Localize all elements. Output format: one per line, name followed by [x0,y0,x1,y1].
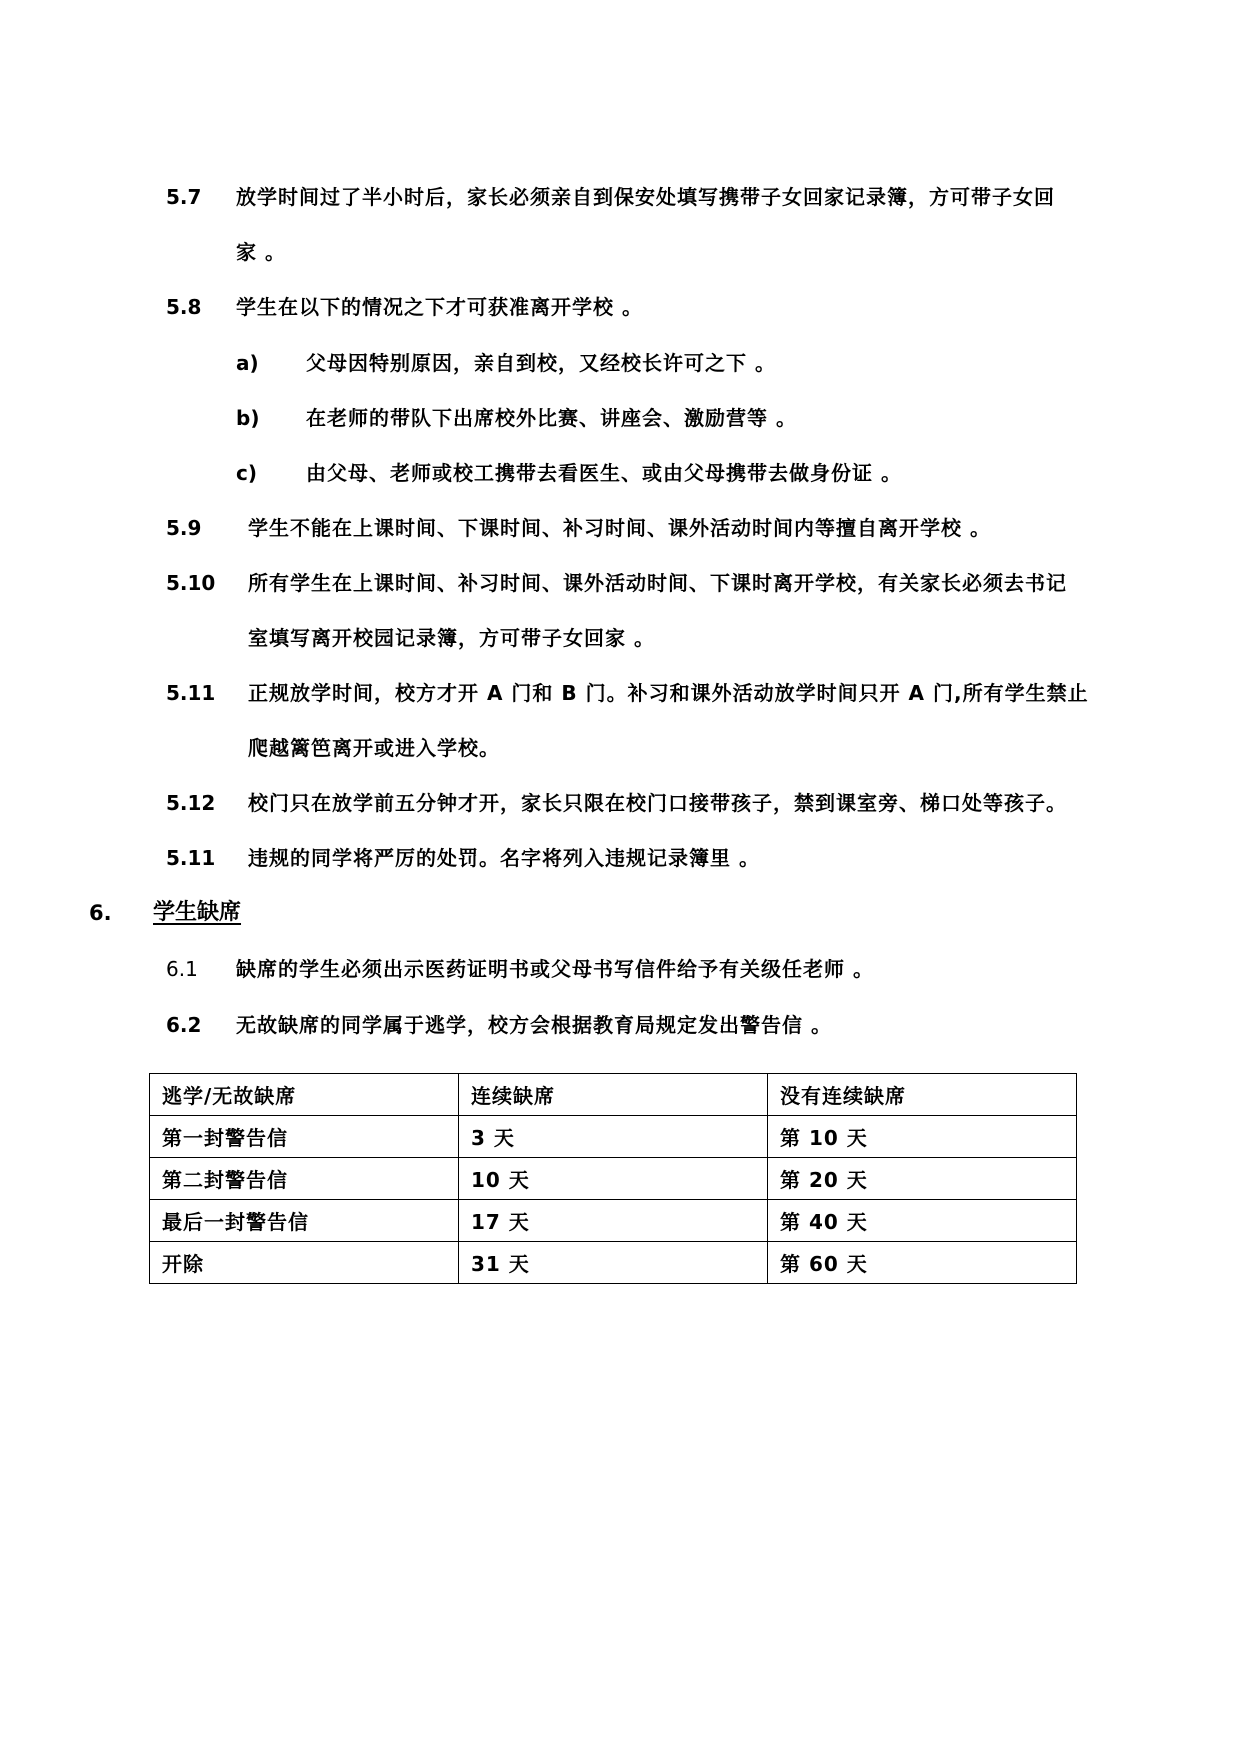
item-number: 5.11 [166,681,216,705]
table-header-row [150,1074,1077,1116]
sub-item-letter: a) [236,351,259,375]
absence-warning-table [149,1073,1077,1284]
table-cell: 31 天 [459,1242,768,1284]
table-cell: 第 20 天 [768,1158,1077,1200]
table-cell: 第一封警告信 [150,1116,459,1158]
table-row [150,1200,1077,1242]
item-text: 室填写离开校园记录簿，方可带子女回家 。 [248,626,655,650]
sub-item-text: 在老师的带队下出席校外比赛、讲座会、激励营等 。 [306,406,797,430]
table-cell: 开除 [150,1242,459,1284]
table-cell: 17 天 [459,1200,768,1242]
item-text: 校门只在放学前五分钟才开，家长只限在校门口接带孩子，禁到课室旁、梯口处等孩子。 [248,791,1067,815]
table-header-cell: 逃学/无故缺席 [150,1074,459,1116]
table-cell: 第 10 天 [768,1116,1077,1158]
item-text: 学生不能在上课时间、下课时间、补习时间、课外活动时间内等擅自离开学校 。 [248,516,991,540]
item-number: 5.8 [166,295,202,319]
section-number: 6. [89,901,112,925]
table-row [150,1242,1077,1284]
item-number: 5.9 [166,516,202,540]
item-number: 5.7 [166,185,202,209]
item-text: 缺席的学生必须出示医药证明书或父母书写信件给予有关级任老师 。 [236,957,874,981]
item-number: 5.11 [166,846,216,870]
table-cell: 第二封警告信 [150,1158,459,1200]
table-header-cell: 连续缺席 [459,1074,768,1116]
table-row [150,1116,1077,1158]
table-cell: 最后一封警告信 [150,1200,459,1242]
item-text: 学生在以下的情况之下才可获准离开学校 。 [236,295,643,319]
table-cell: 10 天 [459,1158,768,1200]
sub-item-letter: b) [236,406,260,430]
item-number: 6.2 [166,1013,202,1037]
sub-item-text: 父母因特别原因，亲自到校，又经校长许可之下 。 [306,351,776,375]
section-title: 学生缺席 [153,900,242,925]
item-number: 5.12 [166,791,216,815]
item-number: 6.1 [166,957,198,981]
item-text: 无故缺席的同学属于逃学，校方会根据教育局规定发出警告信 。 [236,1013,832,1037]
table-header-cell: 没有连续缺席 [768,1074,1077,1116]
sub-item-text: 由父母、老师或校工携带去看医生、或由父母携带去做身份证 。 [306,461,902,485]
table-cell: 第 60 天 [768,1242,1077,1284]
item-text: 家 。 [236,240,286,264]
table-cell: 第 40 天 [768,1200,1077,1242]
item-text: 爬越篱笆离开或进入学校。 [248,736,500,760]
item-number: 5.10 [166,571,216,595]
item-text: 所有学生在上课时间、补习时间、课外活动时间、下课时离开学校，有关家长必须去书记 [248,571,1067,595]
table-cell: 3 天 [459,1116,768,1158]
item-text: 正规放学时间，校方才开 A 门和 B 门。补习和课外活动放学时间只开 A 门,所有学生禁止 [248,681,1089,705]
table-row [150,1158,1077,1200]
item-text: 违规的同学将严厉的处罚。名字将列入违规记录簿里 。 [248,846,760,870]
item-text: 放学时间过了半小时后，家长必须亲自到保安处填写携带子女回家记录簿，方可带子女回 [236,185,1055,209]
sub-item-letter: c) [236,461,257,485]
